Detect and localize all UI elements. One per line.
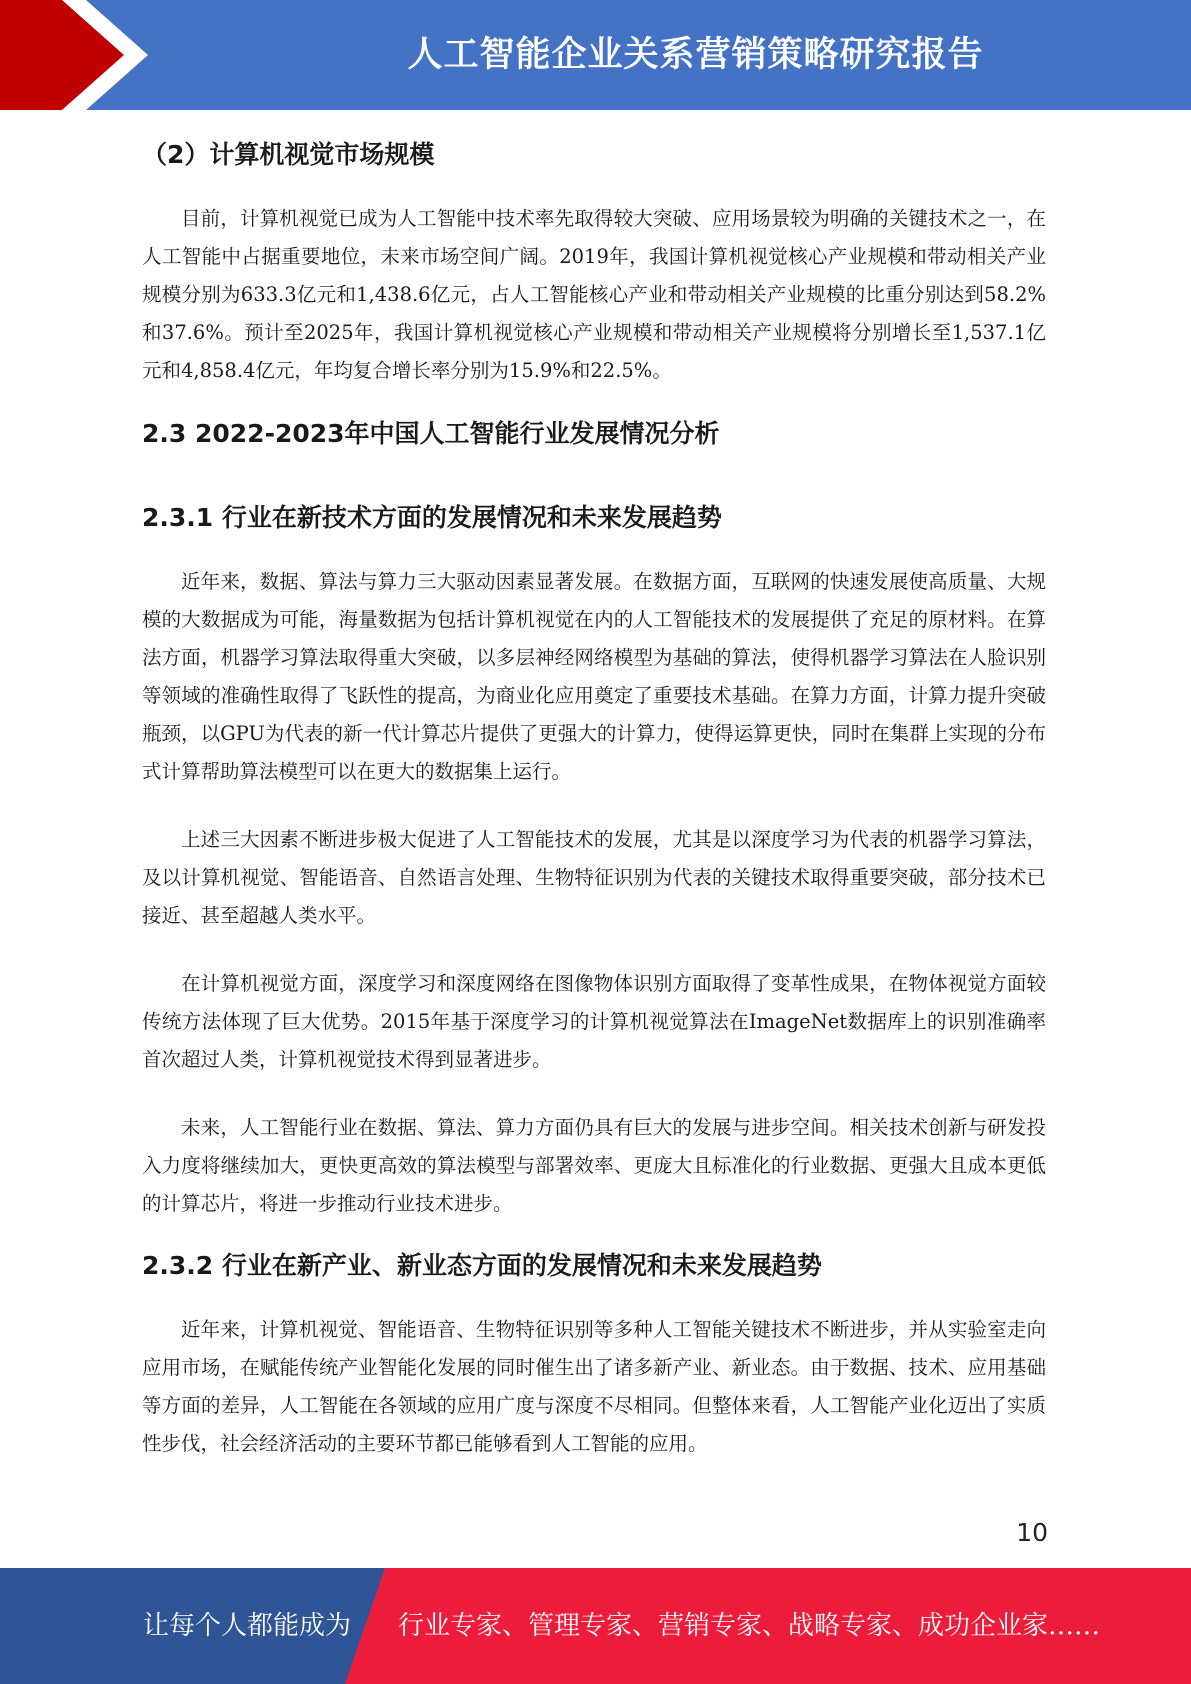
paragraph: 近年来，数据、算法与算力三大驱动因素显著发展。在数据方面，互联网的快速发展使高质量、大规模的大数据成为可能，海量数据为包括计算机视觉在内的人工智能技术的发展提供了充足的原材料。在算法方面，机器学习算法取得重大突破，以多层神经网络模型为基础的算法，使得机器学习算法在人脸识别等领域的准确性取得了飞跃性的提高，为商业化应用奠定了重要技术基础。在算力方面，计算力提升突破瓶颈，以GPU为代表的新一代计算芯片提供了更强大的计算力，使得运算更快，同时在集群上实现的分布式计算帮助算法模型可以在更大的数据集上运行。 [142,570,1046,783]
paragraph: 在计算机视觉方面，深度学习和深度网络在图像物体识别方面取得了变革性成果，在物体视觉方面较传统方法体现了巨大优势。2015年基于深度学习的计算机视觉算法在ImageNet数据库上的识别准确率首次超过人类，计算机视觉技术得到显著进步。 [142,972,1046,1071]
footer-slogan-left: 让每个人都能成为 [143,1611,352,1641]
paragraph: 目前，计算机视觉已成为人工智能中技术率先取得较大突破、应用场景较为明确的关键技术之一，在人工智能中占据重要地位，未来市场空间广阔。2019年，我国计算机视觉核心产业规模和带动相关产业规模分别为633.3亿元和1,438.6亿元，占人工智能核心产业和带动相关产业规模的比重分别达到58.2%和37.6%。预计至2025年，我国计算机视觉核心产业规模和带动相关产业规模将分别增长至1,537.1亿元和4,858.4亿元，年均复合增长率分别为15.9%和22.5%。 [142,207,1046,382]
paragraph: 未来，人工智能行业在数据、算法、算力方面仍具有巨大的发展与进步空间。相关技术创新与研发投入力度将继续加大，更快更高效的算法模型与部署效率、更庞大且标准化的行业数据、更强大且成本更低的计算芯片，将进一步推动行业技术进步。 [142,1116,1046,1215]
section-heading: 2.3.1 行业在新技术方面的发展情况和未来发展趋势 [142,503,722,532]
section-heading: 2.3.2 行业在新产业、新业态方面的发展情况和未来发展趋势 [142,1251,822,1280]
report-title: 人工智能企业关系营销策略研究报告 [407,35,984,75]
main-content [142,128,1046,1463]
page-footer [0,1568,1191,1684]
footer-slogan-right: 行业专家、管理专家、营销专家、战略专家、成功企业家…… [398,1611,1101,1641]
paragraph: 近年来，计算机视觉、智能语音、生物特征识别等多种人工智能关键技术不断进步，并从实验室走向应用市场，在赋能传统产业智能化发展的同时催生出了诸多新产业、新业态。由于数据、技术、应用基础等方面的差异，人工智能在各领域的应用广度与深度不尽相同。但整体来看，人工智能产业化迈出了实质性步伐，社会经济活动的主要环节都已能够看到人工智能的应用。 [142,1318,1046,1455]
header-arrow-decoration [0,0,200,110]
subsection-heading: （2）计算机视觉市场规模 [142,140,435,169]
page-header [0,0,1191,110]
page-number: 10 [1016,1518,1048,1547]
paragraph: 上述三大因素不断进步极大促进了人工智能技术的发展，尤其是以深度学习为代表的机器学习算法，及以计算机视觉、智能语音、自然语言处理、生物特征识别为代表的关键技术取得重要突破，部分技术已接近、甚至超越人类水平。 [142,828,1046,927]
section-heading: 2.3 2022-2023年中国人工智能行业发展情况分析 [142,419,720,448]
